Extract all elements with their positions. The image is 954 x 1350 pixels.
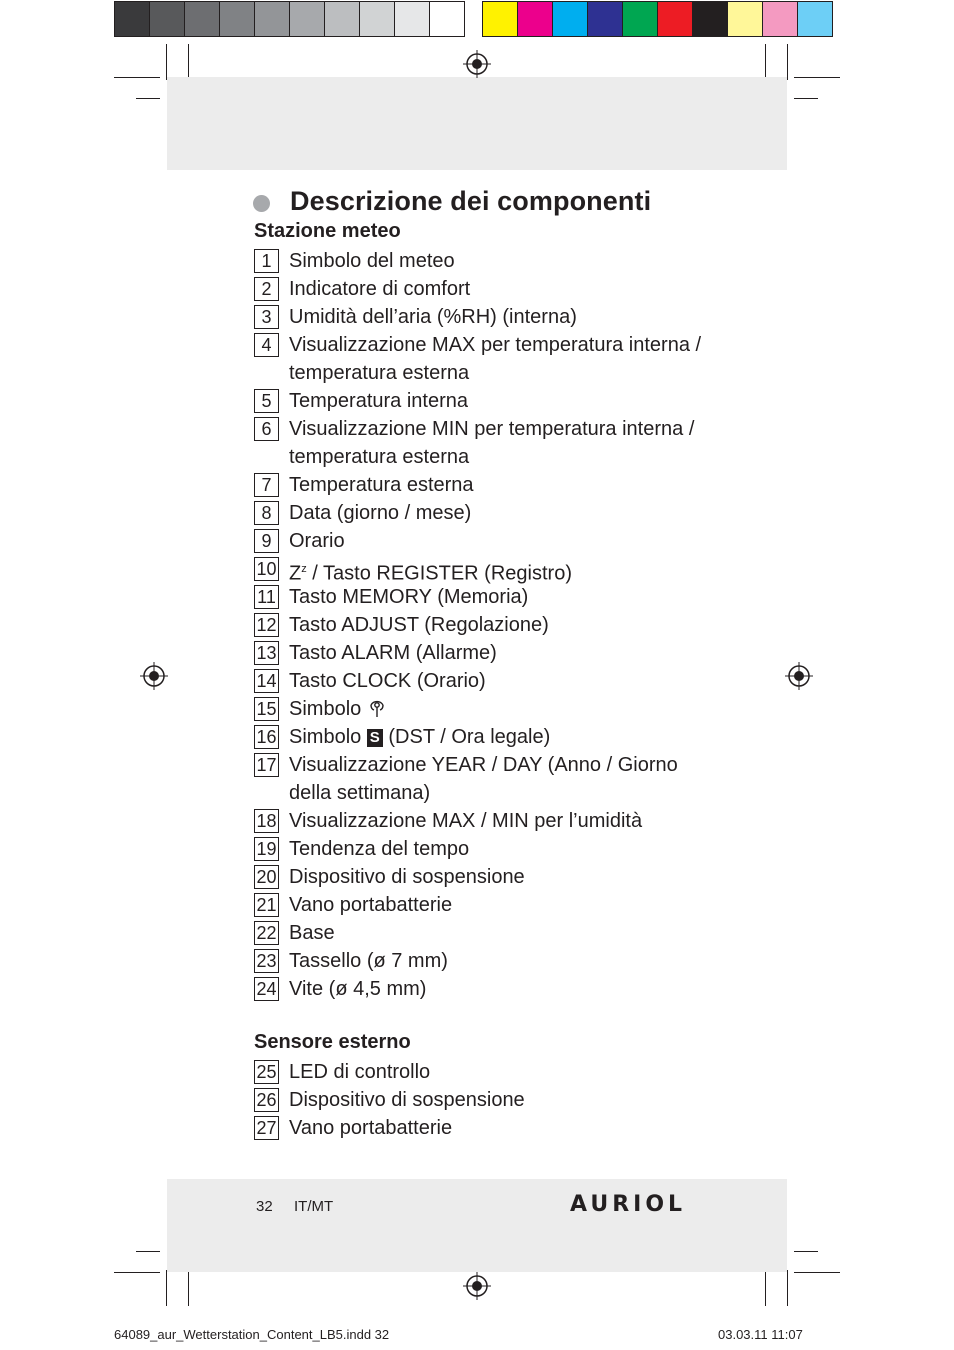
item-number: 2 xyxy=(254,277,279,301)
grayscale-calibration-bar xyxy=(114,1,464,37)
color-swatch xyxy=(727,1,763,37)
item-label: Visualizzazione MAX / MIN per l’umidità xyxy=(289,810,643,832)
antenna-icon xyxy=(367,696,387,718)
list-item xyxy=(254,303,709,331)
list-item xyxy=(254,583,709,611)
list-item xyxy=(254,387,709,415)
file-slug: 64089_aur_Wetterstation_Content_LB5.indd 32 xyxy=(114,1327,390,1342)
page-title: Descrizione dei componenti xyxy=(290,186,652,216)
color-swatch xyxy=(797,1,833,37)
crop-mark xyxy=(114,77,160,78)
list-item xyxy=(254,975,709,1003)
crop-mark xyxy=(188,44,189,80)
gray-swatch xyxy=(184,1,220,37)
item-label: Base xyxy=(289,922,335,944)
item-number: 26 xyxy=(254,1088,279,1112)
list-item xyxy=(254,275,709,303)
registration-mark-icon xyxy=(463,50,491,78)
item-number: 17 xyxy=(254,753,279,777)
crop-mark xyxy=(794,1251,818,1252)
item-label: Indicatore di comfort xyxy=(289,278,471,300)
item-number: 15 xyxy=(254,697,279,721)
list-item xyxy=(254,695,709,723)
list-item xyxy=(254,751,709,807)
item-label: Orario xyxy=(289,530,345,552)
list-item xyxy=(254,1058,709,1086)
list-item xyxy=(254,499,709,527)
item-label: Tassello (ø 7 mm) xyxy=(289,950,448,972)
crop-mark xyxy=(765,1270,766,1306)
item-label: Tasto CLOCK (Orario) xyxy=(289,670,486,692)
crop-mark xyxy=(794,1272,840,1273)
color-swatch xyxy=(622,1,658,37)
crop-mark xyxy=(166,1270,167,1306)
item-label: LED di controllo xyxy=(289,1061,431,1083)
crop-mark xyxy=(787,44,788,80)
gray-swatch xyxy=(114,1,150,37)
item-number: 5 xyxy=(254,389,279,413)
item-number: 9 xyxy=(254,529,279,553)
color-swatch xyxy=(762,1,798,37)
item-label: $Z^z$ / Tasto REGISTER (Registro) xyxy=(289,562,572,585)
section-heading-outdoor-sensor: Sensore esterno xyxy=(254,1031,411,1053)
item-number: 23 xyxy=(254,949,279,973)
gray-swatch xyxy=(149,1,185,37)
gray-swatch xyxy=(359,1,395,37)
item-label: Umidità dell’aria (%RH) (interna) xyxy=(289,306,577,328)
registration-mark-icon xyxy=(463,1272,491,1300)
registration-mark-icon xyxy=(140,662,168,690)
crop-mark xyxy=(188,1270,189,1306)
item-number: 1 xyxy=(254,249,279,273)
color-swatch xyxy=(517,1,553,37)
list-item xyxy=(254,415,709,471)
item-label: Visualizzazione MIN per temperatura interna / temperatura esterna xyxy=(289,418,695,468)
item-number: 25 xyxy=(254,1060,279,1084)
item-number: 20 xyxy=(254,865,279,889)
item-label: Visualizzazione MAX per temperatura interna / temperatura esterna xyxy=(289,334,702,384)
item-number: 16 xyxy=(254,725,279,749)
item-number: 13 xyxy=(254,641,279,665)
item-label: Vano portabatterie xyxy=(289,1117,453,1139)
registration-mark-icon xyxy=(785,662,813,690)
section-title-row xyxy=(253,186,651,217)
color-calibration-bar xyxy=(482,1,832,37)
item-label: Dispositivo di sospensione xyxy=(289,866,525,888)
item-number: 21 xyxy=(254,893,279,917)
item-label: Data (giorno / mese) xyxy=(289,502,472,524)
item-number: 8 xyxy=(254,501,279,525)
color-swatch xyxy=(552,1,588,37)
list-item xyxy=(254,891,709,919)
crop-mark xyxy=(166,44,167,80)
item-label: Tasto ADJUST (Regolazione) xyxy=(289,614,549,636)
item-number: 27 xyxy=(254,1116,279,1140)
list-item xyxy=(254,471,709,499)
bullet-icon xyxy=(253,195,270,212)
color-swatch xyxy=(692,1,728,37)
item-number: 19 xyxy=(254,837,279,861)
list-item xyxy=(254,1086,709,1114)
crop-mark xyxy=(794,98,818,99)
item-number: 6 xyxy=(254,417,279,441)
item-number: 3 xyxy=(254,305,279,329)
footer-panel xyxy=(167,1179,787,1272)
item-label: Tasto MEMORY (Memoria) xyxy=(289,586,529,608)
crop-mark xyxy=(136,98,160,99)
item-label: Simbolo xyxy=(289,695,709,723)
crop-mark xyxy=(765,44,766,80)
item-label: Dispositivo di sospensione xyxy=(289,1089,525,1111)
list-item xyxy=(254,247,709,275)
gray-swatch xyxy=(324,1,360,37)
list-item xyxy=(254,667,709,695)
color-swatch xyxy=(482,1,518,37)
color-swatch xyxy=(587,1,623,37)
list-item xyxy=(254,1114,709,1142)
item-number: 24 xyxy=(254,977,279,1001)
list-item xyxy=(254,835,709,863)
item-label: Temperatura interna xyxy=(289,390,468,412)
list-item xyxy=(254,863,709,891)
page-number: 32 xyxy=(256,1198,273,1215)
list-item xyxy=(254,919,709,947)
item-number: 11 xyxy=(254,585,279,609)
gray-swatch xyxy=(429,1,465,37)
gray-swatch xyxy=(254,1,290,37)
item-number: 12 xyxy=(254,613,279,637)
list-item xyxy=(254,723,709,751)
item-label: Visualizzazione YEAR / DAY (Anno / Giorno della settimana) xyxy=(289,754,678,804)
gray-swatch xyxy=(219,1,255,37)
crop-mark xyxy=(794,77,840,78)
date-slug: 03.03.11 11:07 xyxy=(718,1327,803,1342)
item-label: Simbolo del meteo xyxy=(289,250,455,272)
list-item xyxy=(254,807,709,835)
gray-swatch xyxy=(394,1,430,37)
dst-badge-icon: S xyxy=(367,729,383,747)
brand-logo: AURIOL xyxy=(570,1192,687,1217)
list-item xyxy=(254,947,709,975)
item-number: 18 xyxy=(254,809,279,833)
header-panel xyxy=(167,77,787,170)
gray-swatch xyxy=(289,1,325,37)
crop-mark xyxy=(136,1251,160,1252)
section-heading-weather-station: Stazione meteo xyxy=(254,220,401,242)
item-label: Simbolo S (DST / Ora legale) xyxy=(289,726,551,748)
list-item xyxy=(254,611,709,639)
crop-mark xyxy=(114,1272,160,1273)
item-number: 10 xyxy=(254,557,279,581)
language-code: IT/MT xyxy=(294,1198,334,1215)
crop-mark xyxy=(787,1270,788,1306)
item-label: Tasto ALARM (Allarme) xyxy=(289,642,497,664)
item-label: Vite (ø 4,5 mm) xyxy=(289,978,427,1000)
list-item xyxy=(254,639,709,667)
item-number: 14 xyxy=(254,669,279,693)
color-swatch xyxy=(657,1,693,37)
item-label: Vano portabatterie xyxy=(289,894,453,916)
item-number: 22 xyxy=(254,921,279,945)
list-item xyxy=(254,527,709,555)
item-number: 7 xyxy=(254,473,279,497)
item-number: 4 xyxy=(254,333,279,357)
list-item xyxy=(254,331,709,387)
item-label: Tendenza del tempo xyxy=(289,838,470,860)
item-label: Temperatura esterna xyxy=(289,474,474,496)
